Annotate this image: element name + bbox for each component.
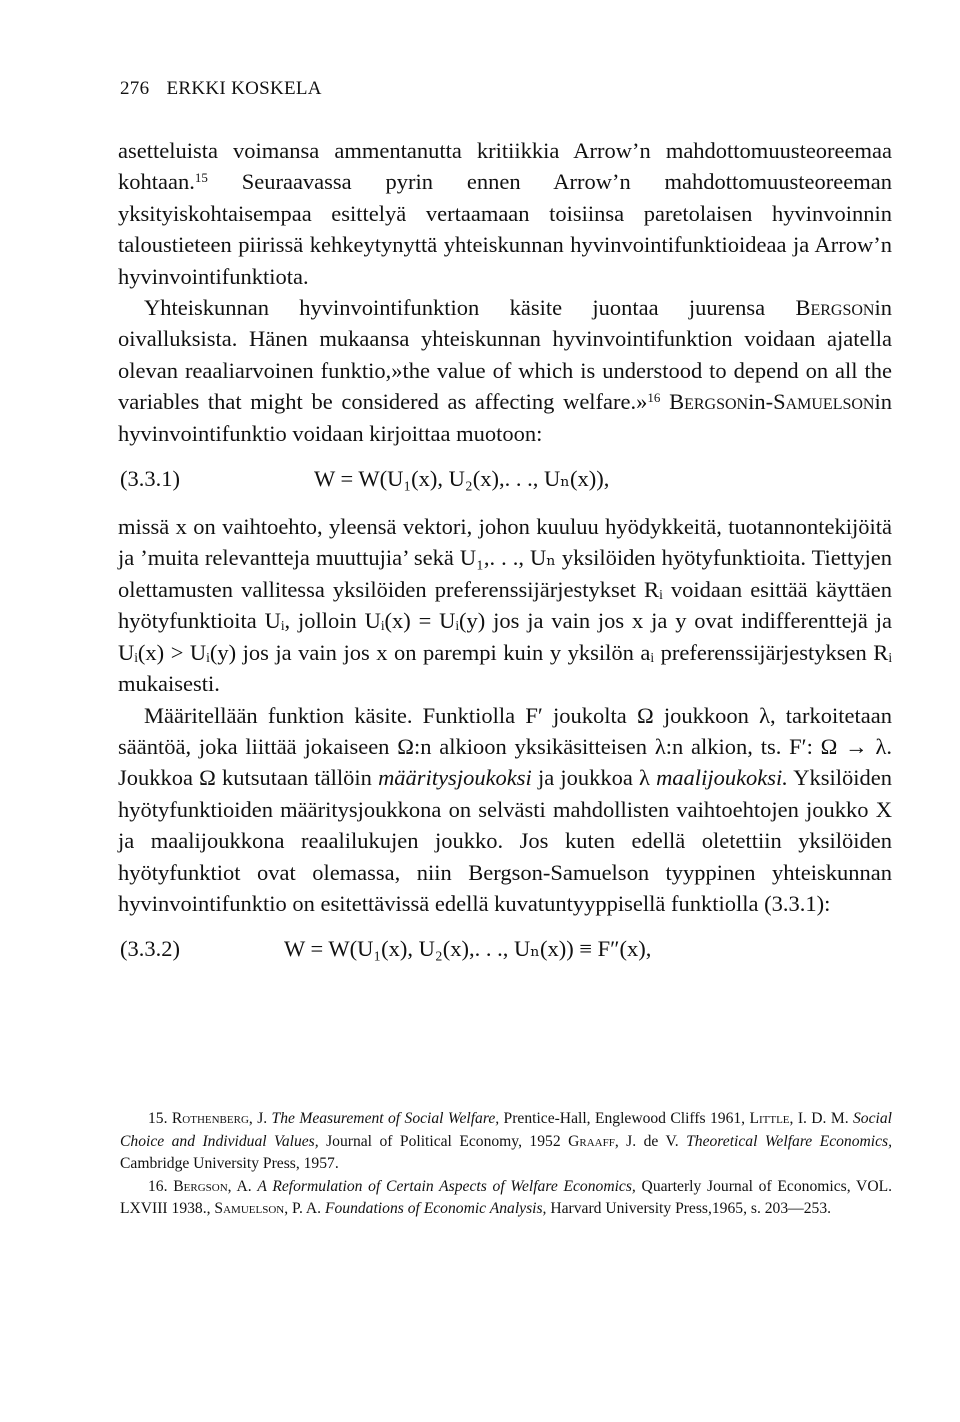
text-run: Yhteiskunnan hyvinvointifunktion käsite juontaa juurensa [144, 295, 796, 321]
running-head: ERKKI KOSKELA [166, 78, 322, 99]
text-run: Cambridge University Press, 1957. [120, 1155, 339, 1172]
citation-author: Little [749, 1110, 790, 1127]
text-run: Quarterly Journal of Economics, VOL. LXVIII 1938., [120, 1177, 893, 1217]
equation-body: W = W(U₁(x), U₂(x),. . ., Uₙ(x)), [314, 466, 610, 492]
text-run: Prentice-Hall, Englewood Cliffs 1961, [499, 1110, 750, 1127]
citation-title: A Reformulation of Certain Aspects of Welfare Economics, [257, 1177, 636, 1195]
term-emphasis: maalijoukoksi. [656, 765, 788, 791]
text-run [660, 389, 669, 414]
text-run: Journal of Political Economy, 1952 [318, 1132, 569, 1150]
page-header [120, 78, 322, 100]
text-run: , I. D. M. [789, 1110, 853, 1127]
text-run: in hyvinvointifunktio voidaan kirjoittaa muotoon: [118, 389, 892, 446]
citation-author: Rothenberg [171, 1110, 249, 1127]
text-run: ja joukkoa λ [531, 765, 657, 791]
citation-author: Graaff [568, 1132, 615, 1150]
equation-number: (3.3.2) [120, 936, 180, 962]
citation-title: Theoretical Welfare Economics, [686, 1132, 893, 1150]
author-name: Bergson [795, 295, 875, 321]
citation-title: Foundations of Economic Analysis, [324, 1200, 547, 1217]
footnote-16 [120, 1176, 892, 1221]
footnote-15 [120, 1108, 892, 1176]
text-run: Seuraavassa pyrin ennen Arrow’n mahdottomuusteoreeman yksityiskohtaisempaa esittelyä vertaamaan toisiinsa paretolaisen hyvinvoinnin taloustieteen piirissä kehkeytynyttä yhteiskunnan hyvinvointifunktioideaa ja Arrow’n hyvinvointifunktiota. [118, 169, 892, 289]
equation-body: W = W(U₁(x), U₂(x),. . ., Uₙ(x)) ≡ F″(x), [284, 936, 652, 962]
footnote-ref-15: 15 [194, 170, 208, 186]
text-run: Harvard University Press,1965, s. 203—253. [546, 1200, 832, 1217]
text-run: in- [748, 389, 774, 415]
author-name: Samuelson [773, 389, 875, 415]
paragraph-4 [118, 700, 892, 920]
text-run: asetteluista voimansa ammentanutta kritiikkia Arrow’n mahdottomuusteoreemaa kohtaan. [118, 138, 892, 195]
text-run: Määritellään funktion käsite. Funktiolla F′ joukolta Ω joukkoon λ, tarkoitetaan sääntöä, joka liittää jokaiseen Ω:n alkioon yksikäsitteisen λ:n alkion, ts. F′: Ω → λ. Joukkoa Ω kutsutaan tällöin [118, 702, 892, 791]
text-run: , J. de V. [614, 1132, 687, 1150]
text-run: , P. A. [284, 1200, 325, 1217]
citation-title: The Measurement of Social Welfare, [271, 1110, 500, 1127]
main-text [118, 135, 892, 981]
footnote-ref-16: 16 [647, 390, 661, 406]
term-emphasis: määritysjoukoksi [378, 765, 532, 791]
paragraph-1 [118, 135, 892, 292]
footnotes [120, 1108, 892, 1221]
author-name: Bergson [669, 389, 749, 415]
text-run: , A. [227, 1177, 258, 1195]
page-number: 276 [120, 78, 150, 99]
equation-number: (3.3.1) [120, 466, 180, 492]
citation-author: Bergson [173, 1177, 228, 1195]
citation-author: Samuelson [214, 1200, 285, 1217]
text-run: Yksilöiden hyötyfunktioiden määritysjoukkona on selvästi mahdollisten vaihtoehtojen joukko X ja maalijoukkona reaalilukujen joukko. Jos kuten edellä oletettiin yksilöiden hyötyfunktiot ovat olemassa, niin Bergson-Samuelson tyyppinen yhteiskunnan hyvinvointifunktio on esitettävissä edellä kuvatuntyyppisellä funktiolla (3.3.1): [118, 765, 892, 916]
footnote-number: 15. [148, 1110, 168, 1127]
equation-3-3-1 [118, 449, 892, 511]
text-run: , J. [248, 1110, 272, 1127]
equation-3-3-2 [118, 919, 892, 981]
paragraph-2 [118, 292, 892, 449]
citation-title: Social Choice and Individual Values, [120, 1110, 892, 1150]
text-run: in oivalluksista. Hänen mukaansa yhteiskunnan hyvinvointifunktion voidaan ajatella olevan reaaliarvoinen funktio,»the value of which is understood to depend on all the variables that might be considered as affecting welfare.» [118, 295, 892, 415]
footnote-number: 16. [148, 1177, 168, 1195]
paragraph-3: missä x on vaihtoehto, yleensä vektori, johon kuuluu hyödykkeitä, tuotannontekijöitä ja ’muita relevantteja muuttujia’ sekä U₁,. . ., Uₙ yksilöiden hyötyfunktioita. Tiettyjen olettamusten vallitessa yksilöiden preferenssijärjestykset Rᵢ voidaan esittää käyttäen hyötyfunktioita Uᵢ, jolloin Uᵢ(x) = Uᵢ(y) jos ja vain jos x ja y ovat indifferenttejä ja Uᵢ(x) > Uᵢ(y) jos ja vain jos x on parempi kuin y yksilön aᵢ preferenssijärjestyksen Rᵢ mukaisesti. [118, 514, 892, 697]
